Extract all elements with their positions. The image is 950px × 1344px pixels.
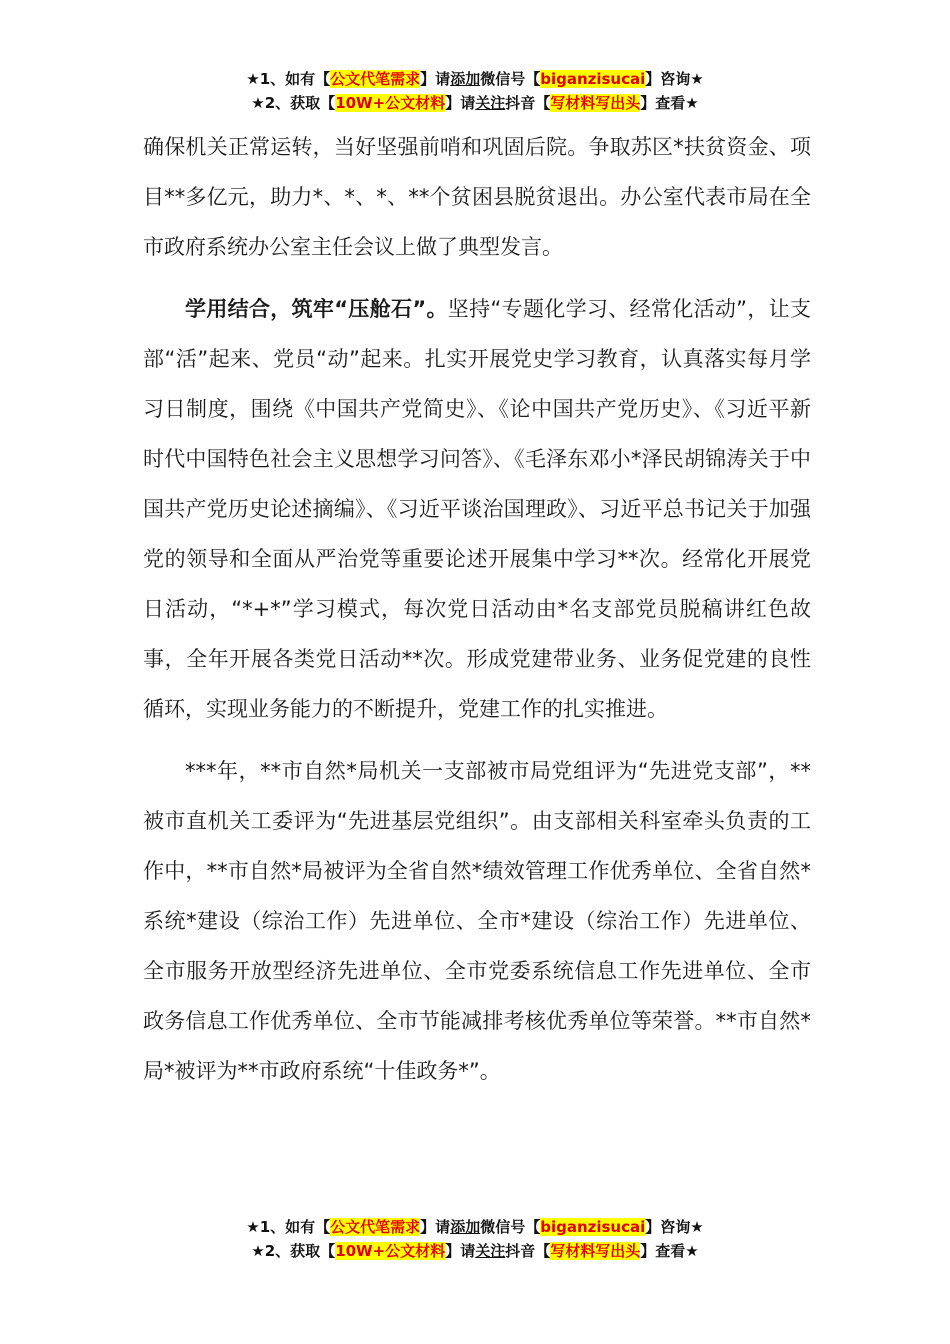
- banner-text: 】查看★: [640, 1242, 699, 1260]
- banner-line-1: [0, 1215, 950, 1239]
- paragraph-3: ***年，**市自然*局机关一支部被市局党组评为“先进党支部”，**被市直机关工委评为“先进基层党组织”。由支部相关科室牵头负责的工作中，**市自然*局被评为全省自然*绩效管理工作优秀单位、全省自然*系统*建设（综治工作）先进单位、全市*建设（综治工作）先进单位、全市服务开放型经济先进单位、全市党委系统信息工作先进单位、全市政务信息工作优秀单位、全市节能减排考核优秀单位等荣誉。**市自然*局*被评为**市政府系统“十佳政务*”。: [143, 759, 811, 1083]
- banner-highlight: 写材料写出头: [550, 1242, 641, 1260]
- banner-underlined-text: 添加: [450, 1218, 481, 1236]
- banner-text: ★2、获取【: [251, 94, 336, 112]
- banner-text: 】请: [420, 1218, 451, 1236]
- banner-highlight: biganzisucai: [540, 70, 646, 88]
- banner-text: ★2、获取【: [251, 1242, 336, 1260]
- paragraph-1: 确保机关正常运转，当好坚强前哨和巩固后院。争取苏区*扶贫资金、项目**多亿元，助力*、*、*、**个贫困县脱贫退出。办公室代表市局在全市政府系统办公室主任会议上做了典型发言。: [143, 135, 811, 259]
- banner-underlined-text: 关注: [475, 1242, 506, 1260]
- banner-underlined-text: 关注: [475, 94, 506, 112]
- banner-underlined-text: 添加: [450, 70, 481, 88]
- banner-text: ★1、如有【: [246, 70, 331, 88]
- banner-text: 】请: [420, 70, 451, 88]
- footer-banner: [0, 1215, 950, 1263]
- paragraph-heading: 学用结合，筑牢“压舱石”。: [185, 297, 448, 321]
- banner-text: 抖音【: [505, 1242, 551, 1260]
- banner-highlight: 写材料写出头: [550, 94, 641, 112]
- banner-text: 】咨询★: [645, 1218, 704, 1236]
- banner-line-2: [0, 91, 950, 115]
- paragraph-text: 坚持“专题化学习、经常化活动”，让支部“活”起来、党员“动”起来。扎实开展党史学习教育，认真落实每月学习日制度，围绕《中国共产党简史》、《论中国共产党历史》、《习近平新时代中国特色社会主义思想学习问答》、《毛泽东邓小*泽民胡锦涛关于中国共产党历史论述摘编》、《习近平谈治国理政》、习近平总书记关于加强党的领导和全面从严治党等重要论述开展集中学习**次。经常化开展党日活动，“*+*”学习模式，每次党日活动由*名支部党员脱稿讲红色故事，全年开展各类党日活动**次。形成党建带业务、业务促党建的良性循环，实现业务能力的不断提升，党建工作的扎实推进。: [143, 297, 811, 721]
- banner-highlight: 10W+公文材料: [335, 1242, 446, 1260]
- banner-text: 微信号【: [480, 70, 541, 88]
- header-banner: [0, 67, 950, 115]
- banner-highlight: 10W+公文材料: [335, 94, 446, 112]
- banner-highlight: 公文代笔需求: [330, 70, 421, 88]
- banner-text: ★1、如有【: [246, 1218, 331, 1236]
- banner-text: 抖音【: [505, 94, 551, 112]
- document-body: [143, 122, 811, 1096]
- banner-text: 】请: [445, 94, 476, 112]
- banner-line-1: [0, 67, 950, 91]
- banner-line-2: [0, 1239, 950, 1263]
- banner-text: 】咨询★: [645, 70, 704, 88]
- banner-highlight: biganzisucai: [540, 1218, 646, 1236]
- banner-highlight: 公文代笔需求: [330, 1218, 421, 1236]
- paragraph-2: [143, 284, 811, 734]
- banner-text: 微信号【: [480, 1218, 541, 1236]
- banner-text: 】查看★: [640, 94, 699, 112]
- banner-text: 】请: [445, 1242, 476, 1260]
